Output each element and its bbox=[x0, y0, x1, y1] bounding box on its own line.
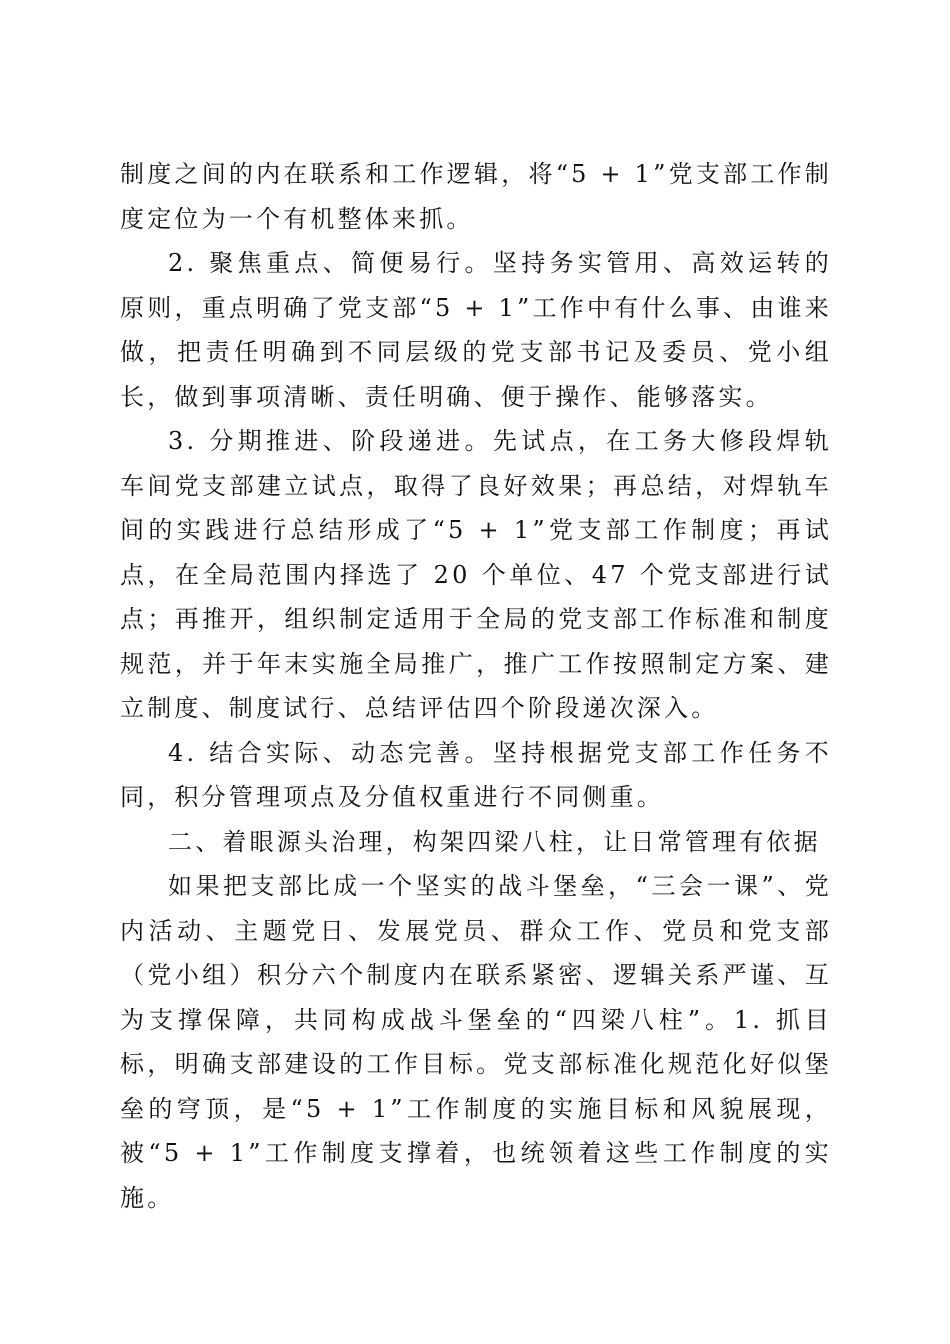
paragraph-point-2: 2. 聚焦重点、简便易行。坚持务实管用、高效运转的原则，重点明确了党支部“5 + 1”工作中有什么事、由谁来做，把责任明确到不同层级的党支部书记及委员、党小组长，做到事项清晰、责任明确、便于操作、能够落实。 bbox=[120, 249, 832, 411]
paragraph-four-beams: 如果把支部比成一个坚实的战斗堡垒，“三会一课”、党内活动、主题党日、发展党员、群众工作、党员和党支部（党小组）积分六个制度内在联系紧密、逻辑关系严谨、互为支撑保障，共同构成战斗堡垒的“四梁八柱”。1. 抓目标，明确支部建设的工作目标。党支部标准化规范化好似堡垒的穹顶，是“5 + 1”工作制度的实施目标和风貌展现，被“5 + 1”工作制度支撑着，也统领着这些工作制度的实施。 bbox=[120, 872, 832, 1212]
section-heading-2: 二、着眼源头治理，构架四梁八柱，让日常管理有依据 bbox=[168, 827, 821, 856]
document-body bbox=[120, 152, 832, 1220]
paragraph-point-3: 3. 分期推进、阶段递进。先试点，在工务大修段焊轨车间党支部建立试点，取得了良好效果；再总结，对焊轨车间的实践进行总结形成了“5 + 1”党支部工作制度；再试点，在全局范围内择选了 20 个单位、47 个党支部进行试点；再推开，组织制定适用于全局的党支部工作标准和制度规范，并于年末实施全局推广，推广工作按照制定方案、建立制度、制度试行、总结评估四个阶段递次深入。 bbox=[120, 427, 832, 722]
paragraph-continuation: 制度之间的内在联系和工作逻辑，将“5 + 1”党支部工作制度定位为一个有机整体来抓。 bbox=[120, 160, 832, 233]
paragraph-point-4: 4. 结合实际、动态完善。坚持根据党支部工作任务不同，积分管理项点及分值权重进行不同侧重。 bbox=[120, 738, 832, 811]
